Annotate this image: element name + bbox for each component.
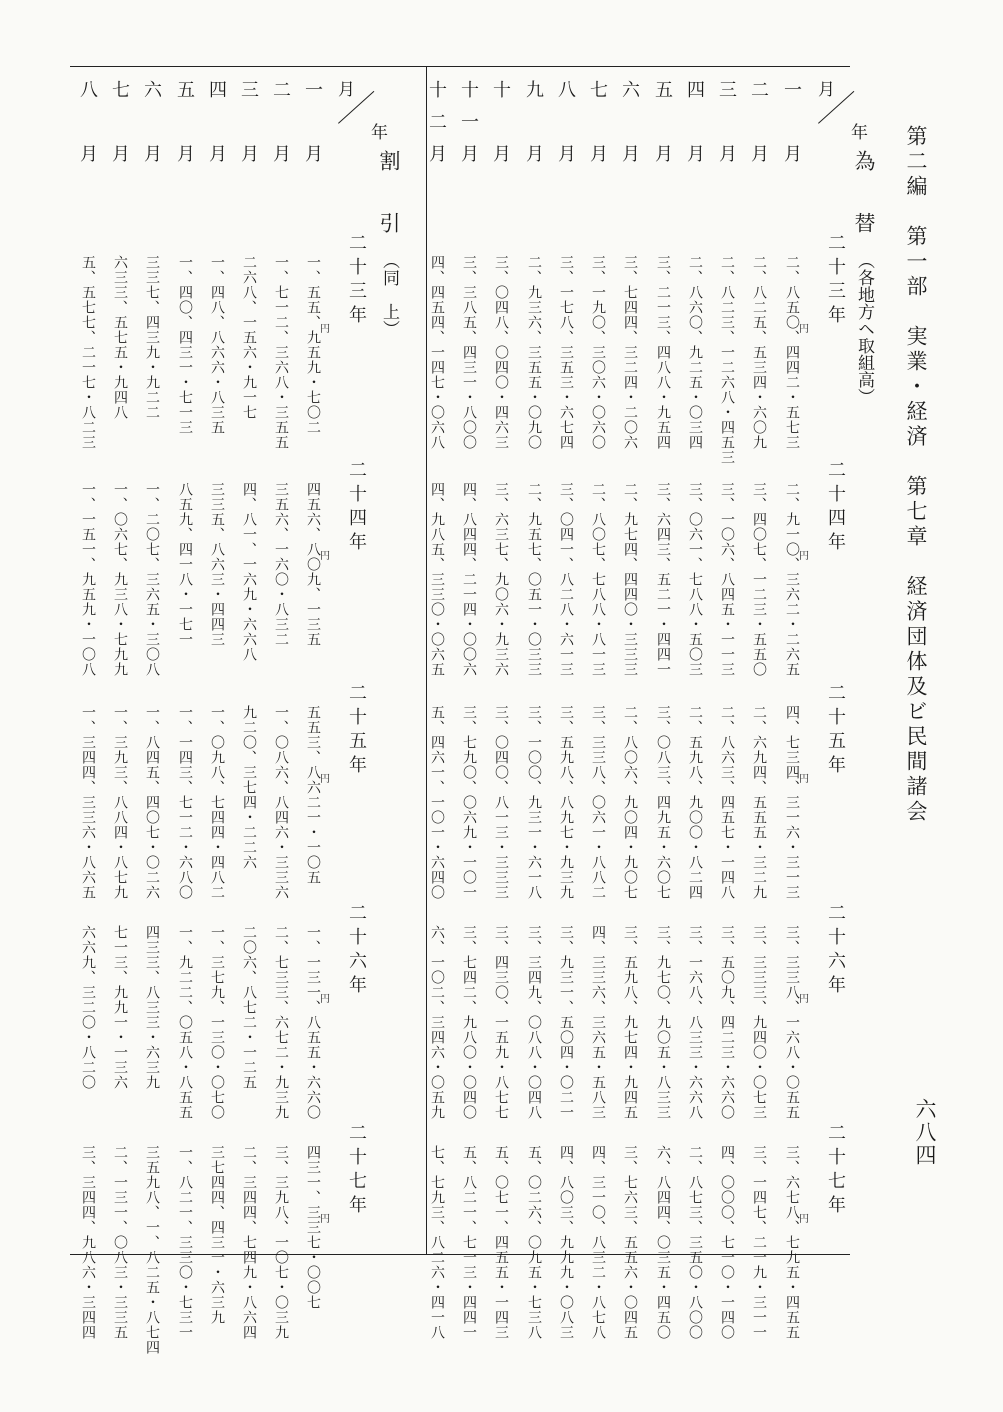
month-label: 六 月 [141, 80, 162, 176]
month-label: 三 月 [716, 80, 737, 176]
table-cell: 三、二一三、四八八・九五四 [655, 255, 671, 450]
table-cell: 三、三九八、一〇七・〇三九 [273, 1145, 289, 1340]
table-cell: 三、六七八、七九五・四五五 [784, 1145, 800, 1340]
table-cell: 二、六九四、五五五・三二九 [751, 705, 767, 900]
section-title-kawase: 為 替 [852, 150, 876, 243]
month-label: 七 月 [109, 80, 130, 176]
table-cell: 二、七三三、六七二・九三九 [273, 925, 289, 1120]
month-label: 十二月 [426, 80, 447, 176]
table-cell: 一、〇六七、九三八・七九九 [112, 482, 128, 677]
table-cell: 六、八四四、〇三五・四五〇 [655, 1145, 671, 1340]
table-cell: 一、五五、九五九・七〇二 [305, 255, 321, 435]
month-label: 三 月 [238, 80, 259, 176]
month-label: 九 月 [523, 80, 544, 176]
table-cell: 四、八一、一六九・六六八 [241, 482, 257, 662]
year-header: 二十七年 [346, 1123, 367, 1219]
table-cell: 五、五七七、二一七・八二三 [80, 255, 96, 450]
yen-unit-mark: 円 [799, 551, 809, 562]
table-cell: 三七四四、四三一・六三九 [209, 1145, 225, 1325]
table-cell: 三、〇六一、七八八・五〇三 [687, 482, 703, 677]
table-cell: 一、八四五、四〇七・〇二六 [144, 705, 160, 900]
table-cell: 四、七三四、三一六・三一三 [784, 705, 800, 900]
table-cell: 二、三四四、七四九・八六四 [241, 1145, 257, 1340]
table-cell: 五五三、八六二一・一〇五 [305, 705, 321, 885]
table-cell: 三、一六八、八三三・六六八 [687, 925, 703, 1120]
table-cell: 九二〇、三七四・二二六 [241, 705, 257, 870]
month-label: 五 月 [174, 80, 195, 176]
table-cell: 六六九、三二〇・八二〇 [80, 925, 96, 1090]
chapter-header: 第二編 第一部 実業・経済 第七章 経済団体及ビ民間諸会 [904, 125, 928, 825]
year-header: 二十六年 [825, 903, 846, 999]
top-rule [70, 66, 850, 67]
table-cell: 八五九、四一八・一七一 [177, 482, 193, 647]
table-cell: 一、四〇、四三一・七一三 [177, 255, 193, 435]
month-label: 四 月 [206, 80, 227, 176]
month-label: 十一月 [458, 80, 479, 176]
table-cell: 三、七九〇、〇六九・一〇一 [461, 705, 477, 900]
year-header: 二十四年 [346, 460, 367, 556]
table-cell: 三、四〇七、一二三・五五〇 [751, 482, 767, 677]
table-cell: 三、三三八、〇六一・八八二 [590, 705, 606, 900]
table-cell: 三、九七〇、九〇五・八三三 [655, 925, 671, 1120]
table-cell: 七、七九三、八二六・四一八 [429, 1145, 445, 1340]
month-label: 八 月 [555, 80, 576, 176]
table-cell: 三、七六三、五五六・〇四五 [622, 1145, 638, 1340]
table-cell: 四、三一〇、八三二・八七八 [590, 1145, 606, 1340]
table-cell: 五、〇二六、〇九五・七三八 [526, 1145, 542, 1340]
table-cell: 三五六、一六〇・八三二 [273, 482, 289, 647]
year-header: 二十五年 [346, 683, 367, 779]
table-cell: 一、三四四、三三六・八六五 [80, 705, 96, 900]
table-cell: 四、八〇三、九九九・〇八三 [558, 1145, 574, 1340]
table-cell: 四、八四四、二一四・〇〇六 [461, 482, 477, 677]
corner-month-label-left: 月 [334, 80, 354, 97]
table-cell: 三、一〇六、八四五・一一三 [719, 482, 735, 677]
table-cell: 三、三三三、九四〇・〇七三 [751, 925, 767, 1120]
table-cell: 二、八五〇、四四二・五七三 [784, 255, 800, 450]
table-cell: 一、七一二、三六八・三五五 [273, 255, 289, 450]
table-cell: 一、一五一、九五九・一〇八 [80, 482, 96, 677]
yen-unit-mark: 円 [320, 1214, 330, 1225]
yen-unit-mark: 円 [799, 774, 809, 785]
month-label: 十 月 [490, 80, 511, 176]
table-cell: 三、七四四、三二四・二〇六 [622, 255, 638, 450]
yen-unit-mark: 円 [799, 1214, 809, 1225]
yen-unit-mark: 円 [320, 994, 330, 1005]
table-cell: 四五六、八〇九、一三五 [305, 482, 321, 647]
year-header: 二十六年 [346, 903, 367, 999]
table-cell: 一、三七九、一三〇・〇七〇 [209, 925, 225, 1120]
year-header: 二十三年 [825, 233, 846, 329]
table-cell: 三、〇八三、四九五・六〇七 [655, 705, 671, 900]
table-cell: 六、一〇二、三四六・〇五九 [429, 925, 445, 1120]
table-cell: 一、三九三、八八四・八七九 [112, 705, 128, 900]
section-title-waribiki: 割 引 [377, 150, 401, 243]
table-cell: 三、〇四八、〇四〇・四六三 [493, 255, 509, 450]
table-cell: 三、三八五、四三一・八〇〇 [461, 255, 477, 450]
table-cell: 五、四六一、一〇一・六四〇 [429, 705, 445, 900]
table-cell: 四三一、三三七・〇〇七 [305, 1145, 321, 1310]
yen-unit-mark: 円 [799, 324, 809, 335]
table-cell: 三、〇四〇、八一三・三三三 [493, 705, 509, 900]
month-label: 六 月 [619, 80, 640, 176]
table-cell: 二、八六〇、九二五・〇三四 [687, 255, 703, 450]
month-label: 四 月 [684, 80, 705, 176]
corner-year-label: 年 [847, 123, 867, 140]
table-cell: 二、一三一、〇八三・三三五 [112, 1145, 128, 1340]
table-cell: 三、七四二、九八〇・〇四〇 [461, 925, 477, 1120]
table-cell: 三、一七八、三五三・六七四 [558, 255, 574, 450]
year-header: 二十三年 [346, 233, 367, 329]
table-cell: 一、四八、八六六・八三五 [209, 255, 225, 435]
month-label: 一 月 [302, 80, 323, 176]
corner-year-label-left: 年 [367, 123, 387, 140]
yen-unit-mark: 円 [799, 994, 809, 1005]
table-cell: 三、五九八、九七四・九四五 [622, 925, 638, 1120]
year-header: 二十五年 [825, 683, 846, 779]
table-cell: 三、五九八、八九七・九三九 [558, 705, 574, 900]
table-cell: 三、六四三、五二一・四四一 [655, 482, 671, 677]
table-cell: 二、九一〇、三六二・二六五 [784, 482, 800, 677]
table-cell: 四、三三六、三六五・五八三 [590, 925, 606, 1120]
table-cell: 二、八六三、四五七・一四八 [719, 705, 735, 900]
table-cell: 二六八、一五六・九一七 [241, 255, 257, 420]
center-divider [426, 66, 427, 1254]
table-cell: 三、四三〇、一五九・八七七 [493, 925, 509, 1120]
table-cell: 三、三四四、九八六・三四四 [80, 1145, 96, 1340]
yen-unit-mark: 円 [320, 774, 330, 785]
table-cell: 三五九八、一、八二五・八七四 [144, 1145, 160, 1355]
year-header: 二十七年 [825, 1123, 846, 1219]
table-cell: 三、一〇〇、九三一・六一八 [526, 705, 542, 900]
table-cell: 一、一四三、七一二・六八〇 [177, 705, 193, 900]
table-cell: 二、八〇六、九〇四・九〇七 [622, 705, 638, 900]
table-cell: 三、〇四一、八二八・六一三 [558, 482, 574, 677]
section-subtitle-kawase: （各地方ヘ取組高） [854, 252, 874, 405]
table-cell: 五、〇七一、四五五・一四三 [493, 1145, 509, 1340]
table-cell: 三三五、八六三・四四三 [209, 482, 225, 647]
table-cell: 一、〇八六、八四六・三三六 [273, 705, 289, 900]
table-cell: 四、〇〇〇、七一〇・一四〇 [719, 1145, 735, 1340]
month-label: 二 月 [270, 80, 291, 176]
table-cell: 五、八二一、七一三・四四一 [461, 1145, 477, 1340]
table-cell: 三、六三七、九〇六・九三六 [493, 482, 509, 677]
table-cell: 三、三四九、〇八八・〇四八 [526, 925, 542, 1120]
table-cell: 二、九七四、四四〇・三三三 [622, 482, 638, 677]
table-cell: 二、八二三、一二六八・四五三 [719, 255, 735, 465]
month-label: 二 月 [748, 80, 769, 176]
table-cell: 二、八〇七、七八八・八一三 [590, 482, 606, 677]
table-cell: 四三三、八三三・六三九 [144, 925, 160, 1090]
table-cell: 一、九二二、〇五八・八五五 [177, 925, 193, 1120]
corner-month-label: 月 [814, 80, 834, 97]
table-cell: 三、一四七、二一九・三一一 [751, 1145, 767, 1340]
table-cell: 二、九三六、三五五・〇九〇 [526, 255, 542, 450]
table-cell: 一、〇九八、七四四・四八二 [209, 705, 225, 900]
year-header: 二十四年 [825, 460, 846, 556]
table-cell: 六三三、五七五・九四八 [112, 255, 128, 420]
month-label: 七 月 [587, 80, 608, 176]
table-cell: 二、九五七、〇五一・〇三三 [526, 482, 542, 677]
table-cell: 二、八七三、三五〇・八〇〇 [687, 1145, 703, 1340]
month-label: 一 月 [781, 80, 802, 176]
section-subtitle-waribiki: （同 上） [379, 252, 399, 337]
table-cell: 四、四五四、一四七・〇六八 [429, 255, 445, 450]
table-cell: 三三七、四三九・九二二 [144, 255, 160, 420]
table-cell: 一、八二一、三三〇・七三一 [177, 1145, 193, 1340]
month-label: 五 月 [652, 80, 673, 176]
table-cell: 七一三、九九一・一三六 [112, 925, 128, 1090]
yen-unit-mark: 円 [320, 551, 330, 562]
table-cell: 一、二〇七、三六五・三〇八 [144, 482, 160, 677]
table-cell: 三、九三一、五〇四・〇二一 [558, 925, 574, 1120]
table-cell: 二〇六、八七二・一二五 [241, 925, 257, 1090]
month-label: 八 月 [77, 80, 98, 176]
yen-unit-mark: 円 [320, 324, 330, 335]
table-cell: 三、三三八、一六八・〇五五 [784, 925, 800, 1120]
table-cell: 三、五〇九、四二三・六六〇 [719, 925, 735, 1120]
table-cell: 二、八二五、五三四・六〇九 [751, 255, 767, 450]
table-cell: 二、五九八、九〇〇・八二四 [687, 705, 703, 900]
table-cell: 四、九八五、三三〇・〇六五 [429, 482, 445, 677]
table-cell: 三、一九〇、三〇六・〇六〇 [590, 255, 606, 450]
page-number: 六八四 [913, 1098, 937, 1167]
table-cell: 一、一三一、八五五・六六〇 [305, 925, 321, 1120]
